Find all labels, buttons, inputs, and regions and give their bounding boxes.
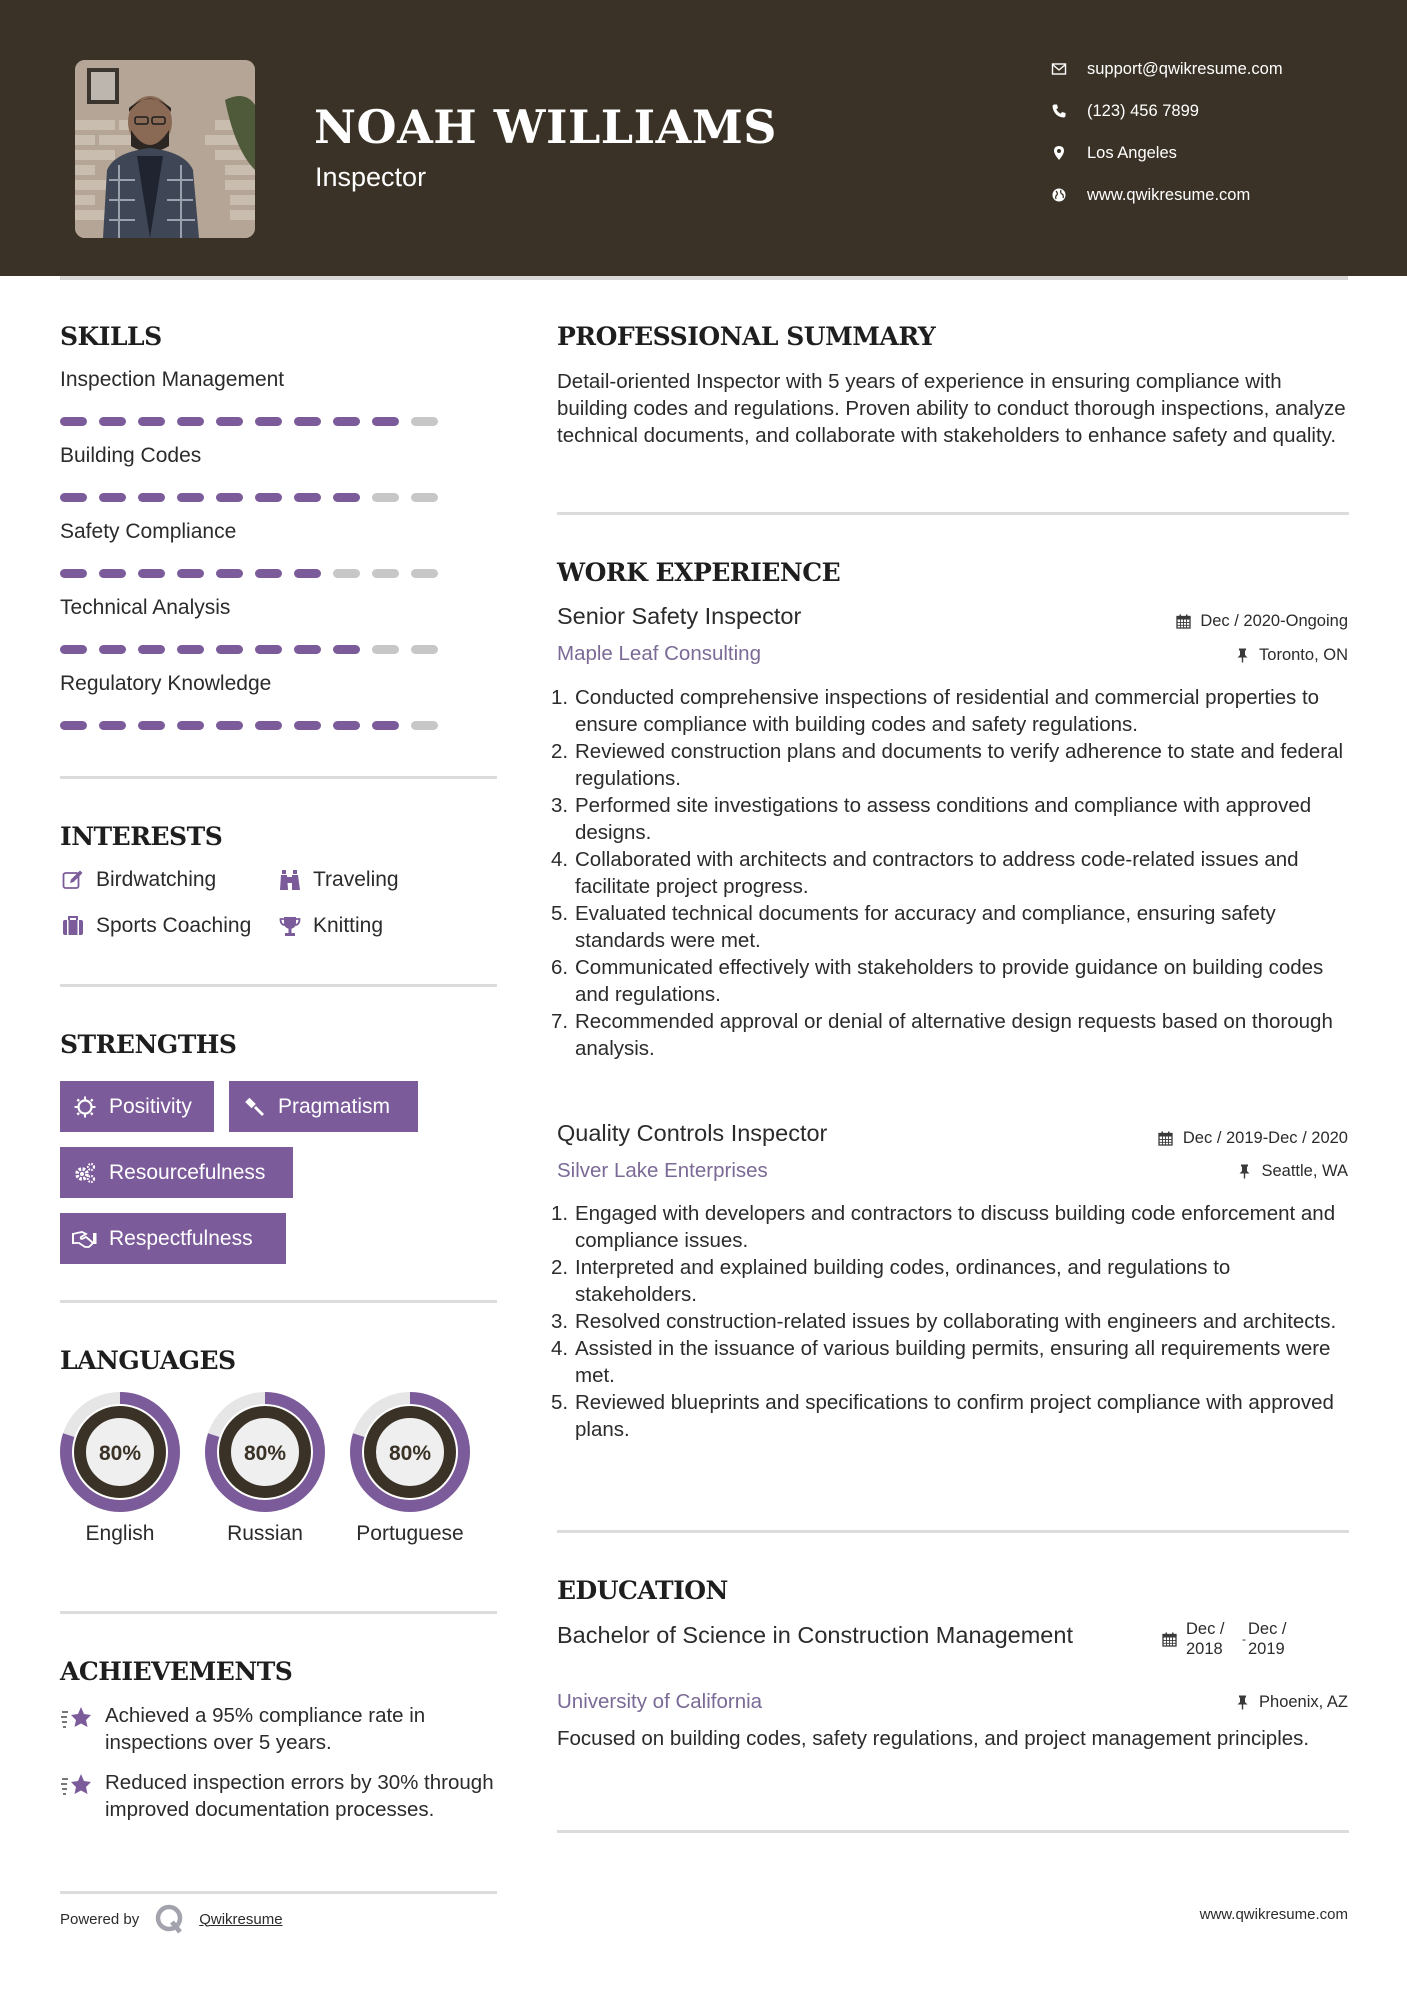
skill-dot-filled <box>177 721 204 730</box>
edit-icon <box>60 868 86 892</box>
education-start: Dec / 2018 <box>1186 1620 1225 1658</box>
duty-text: Collaborated with architects and contractors to address code-related issues and facilitate project progress. <box>575 848 1299 898</box>
section-divider <box>557 1530 1349 1533</box>
duty-item <box>551 846 1349 900</box>
duty-item <box>551 1389 1349 1443</box>
strength-badge <box>229 1081 418 1132</box>
skill-level-bar <box>60 721 438 731</box>
thumbtack-icon <box>1235 1163 1253 1181</box>
job-title: Quality Controls Inspector <box>557 1120 828 1146</box>
duty-text: Evaluated technical documents for accuracy and compliance, ensuring safety standards were met. <box>575 902 1276 952</box>
profile-photo <box>75 60 255 238</box>
skill-name: Building Codes <box>60 444 202 467</box>
language-percent: 80% <box>243 1442 287 1465</box>
duty-item <box>551 900 1349 954</box>
skill-dot-filled <box>99 721 126 730</box>
skill-dot-filled <box>138 493 165 502</box>
header-divider <box>60 276 1348 280</box>
section-divider <box>60 1300 497 1303</box>
education-location <box>1233 1693 1348 1712</box>
language-percent: 80% <box>98 1442 142 1465</box>
thumbtack-icon <box>1233 1694 1251 1712</box>
education-location-text: Phoenix, AZ <box>1259 1693 1348 1711</box>
trophy-icon <box>277 914 303 938</box>
skill-dot-empty <box>372 645 399 654</box>
language-item <box>348 1390 472 1547</box>
education-dates <box>1160 1619 1300 1659</box>
duty-number: 5. <box>551 902 569 925</box>
language-percent: 80% <box>388 1442 432 1465</box>
duty-number: 2. <box>551 1256 569 1279</box>
job-title: Senior Safety Inspector <box>557 603 802 629</box>
language-name: Portuguese <box>356 1522 464 1545</box>
powered-by <box>60 1902 283 1936</box>
skill-dot-filled <box>177 569 204 578</box>
candidate-name: NOAH WILLIAMS <box>314 100 777 154</box>
skill-dot-empty <box>372 493 399 502</box>
degree-title: Bachelor of Science in Construction Management <box>557 1622 1073 1648</box>
section-divider <box>557 512 1349 515</box>
skill-dot-filled <box>333 721 360 730</box>
duty-number: 3. <box>551 1310 569 1333</box>
achievement-text: Achieved a 95% compliance rate in inspections over 5 years. <box>105 1704 426 1754</box>
strength-label: Pragmatism <box>278 1094 391 1118</box>
duty-text: Resolved construction-related issues by collaborating with engineers and architects. <box>575 1310 1337 1333</box>
skill-dot-filled <box>372 417 399 426</box>
contact-text: support@qwikresume.com <box>1087 59 1283 78</box>
skill-dot-filled <box>60 569 87 578</box>
company-name: Maple Leaf Consulting <box>557 642 761 665</box>
skill-dot-filled <box>216 721 243 730</box>
duty-number: 4. <box>551 1337 569 1360</box>
section-divider <box>60 776 497 779</box>
skill-dot-filled <box>255 569 282 578</box>
job-dates <box>1174 612 1348 631</box>
phone-icon <box>1048 100 1070 122</box>
envelope-icon <box>1048 58 1070 80</box>
skills-heading: SKILLS <box>60 322 162 351</box>
calendar-icon <box>1157 1130 1175 1148</box>
skill-dot-filled <box>294 569 321 578</box>
skill-dot-empty <box>411 645 438 654</box>
duty-number: 7. <box>551 1010 569 1033</box>
interest-label: Sports Coaching <box>96 914 252 937</box>
duty-item <box>551 1008 1349 1062</box>
achievements-heading: ACHIEVEMENTS <box>60 1657 293 1686</box>
skill-dot-filled <box>60 721 87 730</box>
gavel-icon <box>241 1094 267 1120</box>
section-divider <box>60 1891 497 1894</box>
duty-text: Communicated effectively with stakeholders to provide guidance on building codes and regulations. <box>575 956 1324 1006</box>
skill-dot-filled <box>216 569 243 578</box>
skill-dot-filled <box>60 645 87 654</box>
interest-label: Knitting <box>313 914 384 937</box>
skill-name: Inspection Management <box>60 368 285 391</box>
contact-text: (123) 456 7899 <box>1087 101 1199 120</box>
skill-dot-filled <box>99 493 126 502</box>
section-divider <box>557 1830 1349 1833</box>
duty-text: Engaged with developers and contractors to discuss building code enforcement and compliance issues. <box>575 1202 1336 1252</box>
duty-item <box>551 954 1349 1008</box>
interest-label: Traveling <box>313 868 399 891</box>
education-end: Dec / 2019 <box>1248 1620 1287 1658</box>
candidate-title: Inspector <box>315 162 427 192</box>
strength-badge <box>60 1081 214 1132</box>
skill-dot-filled <box>99 569 126 578</box>
skill-dot-filled <box>216 417 243 426</box>
skill-dot-filled <box>177 493 204 502</box>
skill-dot-filled <box>99 645 126 654</box>
shooting-star-icon <box>60 1771 94 1801</box>
duty-number: 6. <box>551 956 569 979</box>
calendar-icon <box>1160 1630 1178 1648</box>
contact-text: www.qwikresume.com <box>1087 185 1251 204</box>
duty-number: 1. <box>551 686 569 709</box>
skill-dot-filled <box>333 645 360 654</box>
duty-item <box>551 684 1349 738</box>
language-item <box>58 1390 182 1547</box>
summary-text: Detail-oriented Inspector with 5 years of experience in ensuring compliance with building codes and regulations. Proven ability to conduct thorough inspections, analyze technical documents, and collaborate with stakeholders to enhance safety and quality. <box>557 370 1346 447</box>
skill-dot-empty <box>411 569 438 578</box>
footer-url[interactable]: www.qwikresume.com <box>1199 1906 1348 1923</box>
interest-item <box>277 868 399 892</box>
job-location-text: Seattle, WA <box>1261 1162 1348 1180</box>
skill-dot-filled <box>294 645 321 654</box>
skill-dot-filled <box>294 721 321 730</box>
globe-icon <box>1048 184 1070 206</box>
job-dates-text: Dec / 2020-Ongoing <box>1200 612 1348 630</box>
strength-label: Resourcefulness <box>109 1160 266 1184</box>
company-name: Silver Lake Enterprises <box>557 1159 768 1182</box>
job-location <box>1233 646 1348 665</box>
duty-text: Recommended approval or denial of alternative design requests based on thorough analysis. <box>575 1010 1333 1060</box>
qwikresume-link[interactable]: Qwikresume <box>199 1910 283 1928</box>
duty-text: Conducted comprehensive inspections of residential and commercial properties to ensure compliance with building codes and safety regulations. <box>575 686 1320 736</box>
skill-dot-filled <box>216 645 243 654</box>
cogs-icon <box>72 1160 98 1186</box>
skill-dot-filled <box>177 645 204 654</box>
skill-dot-filled <box>177 417 204 426</box>
contact-text: Los Angeles <box>1087 143 1177 162</box>
duty-text: Reviewed blueprints and specifications to confirm project compliance with approved plans. <box>575 1391 1334 1441</box>
interest-item <box>60 914 251 938</box>
binoculars-icon <box>277 868 303 892</box>
duty-number: 5. <box>551 1391 569 1414</box>
education-heading: EDUCATION <box>557 1576 728 1605</box>
job-location-text: Toronto, ON <box>1259 646 1348 664</box>
strength-badge <box>60 1213 286 1264</box>
skill-dot-filled <box>255 721 282 730</box>
skill-dot-filled <box>138 645 165 654</box>
contact-phone[interactable] <box>1048 98 1199 124</box>
contact-location <box>1048 140 1177 166</box>
achievement-item <box>60 1769 500 1823</box>
thumbtack-icon <box>1233 647 1251 665</box>
language-progress-ring <box>203 1390 327 1514</box>
job-duties <box>551 684 1349 1062</box>
skill-dot-filled <box>333 493 360 502</box>
job-location <box>1235 1162 1348 1181</box>
skill-dot-filled <box>255 645 282 654</box>
summary-heading: PROFESSIONAL SUMMARY <box>557 322 936 351</box>
languages-heading: LANGUAGES <box>60 1346 236 1375</box>
interests-heading: INTERESTS <box>60 822 223 851</box>
duty-item <box>551 738 1349 792</box>
language-name: English <box>85 1522 155 1545</box>
skill-name: Safety Compliance <box>60 520 237 543</box>
language-progress-ring <box>58 1390 182 1514</box>
contact-website[interactable] <box>1048 182 1250 208</box>
skill-level-bar <box>60 493 438 503</box>
skill-dot-filled <box>138 721 165 730</box>
skill-dot-filled <box>138 417 165 426</box>
job-dates <box>1157 1129 1348 1148</box>
interest-label: Birdwatching <box>96 868 217 891</box>
language-name: Russian <box>227 1522 303 1545</box>
skill-dot-empty <box>411 721 438 730</box>
skill-name: Regulatory Knowledge <box>60 672 272 695</box>
language-progress-ring <box>348 1390 472 1514</box>
skill-dot-empty <box>411 493 438 502</box>
duty-number: 4. <box>551 848 569 871</box>
skill-dot-filled <box>294 417 321 426</box>
skill-dot-empty <box>411 417 438 426</box>
skill-level-bar <box>60 645 438 655</box>
resume-header <box>0 0 1407 276</box>
contact-email[interactable] <box>1048 56 1283 82</box>
interest-item <box>60 868 216 892</box>
duty-number: 2. <box>551 740 569 763</box>
suitcase-icon <box>60 914 86 938</box>
duty-item <box>551 1254 1349 1308</box>
skill-dot-empty <box>333 569 360 578</box>
interest-item <box>277 914 383 938</box>
powered-by-label: Powered by <box>60 1910 140 1928</box>
strength-label: Positivity <box>109 1094 192 1118</box>
section-divider <box>60 1611 497 1614</box>
experience-heading: WORK EXPERIENCE <box>557 558 841 587</box>
calendar-icon <box>1174 613 1192 631</box>
sun-icon <box>72 1094 98 1120</box>
qwikresume-logo-icon <box>153 1902 187 1936</box>
skill-dot-filled <box>255 417 282 426</box>
duty-text: Reviewed construction plans and documents to verify adherence to state and federal regulations. <box>575 740 1344 790</box>
achievement-item <box>60 1702 500 1756</box>
handshake-icon <box>72 1226 98 1252</box>
strengths-heading: STRENGTHS <box>60 1030 237 1059</box>
achievement-text: Reduced inspection errors by 30% through improved documentation processes. <box>105 1771 494 1821</box>
duty-text: Performed site investigations to assess conditions and compliance with approved designs. <box>575 794 1312 844</box>
skill-dot-filled <box>333 417 360 426</box>
duty-text: Assisted in the issuance of various building permits, ensuring all requirements were met. <box>575 1337 1331 1387</box>
shooting-star-icon <box>60 1704 94 1734</box>
duty-item <box>551 1308 1349 1335</box>
strength-badge <box>60 1147 293 1198</box>
duty-text: Interpreted and explained building codes, ordinances, and regulations to stakeholders. <box>575 1256 1231 1306</box>
skill-dot-filled <box>60 493 87 502</box>
skill-dot-empty <box>372 569 399 578</box>
skill-level-bar <box>60 417 438 427</box>
skill-dot-filled <box>99 417 126 426</box>
job-dates-text: Dec / 2019-Dec / 2020 <box>1182 1129 1348 1147</box>
skill-dot-filled <box>372 721 399 730</box>
strength-label: Respectfulness <box>109 1226 253 1250</box>
date-separator: - <box>1242 1632 1246 1646</box>
map-marker-icon <box>1048 142 1070 164</box>
skill-dot-filled <box>138 569 165 578</box>
duty-number: 3. <box>551 794 569 817</box>
language-item <box>203 1390 327 1547</box>
education-description: Focused on building codes, safety regulations, and project management principles. <box>557 1727 1310 1750</box>
skill-dot-filled <box>216 493 243 502</box>
school-name: University of California <box>557 1690 763 1713</box>
section-divider <box>60 984 497 987</box>
skill-dot-filled <box>294 493 321 502</box>
duty-item <box>551 1335 1349 1389</box>
skill-level-bar <box>60 569 438 579</box>
skill-name: Technical Analysis <box>60 596 231 619</box>
duty-item <box>551 792 1349 846</box>
skill-dot-filled <box>60 417 87 426</box>
skill-dot-filled <box>255 493 282 502</box>
job-duties <box>551 1200 1349 1443</box>
duty-number: 1. <box>551 1202 569 1225</box>
duty-item <box>551 1200 1349 1254</box>
